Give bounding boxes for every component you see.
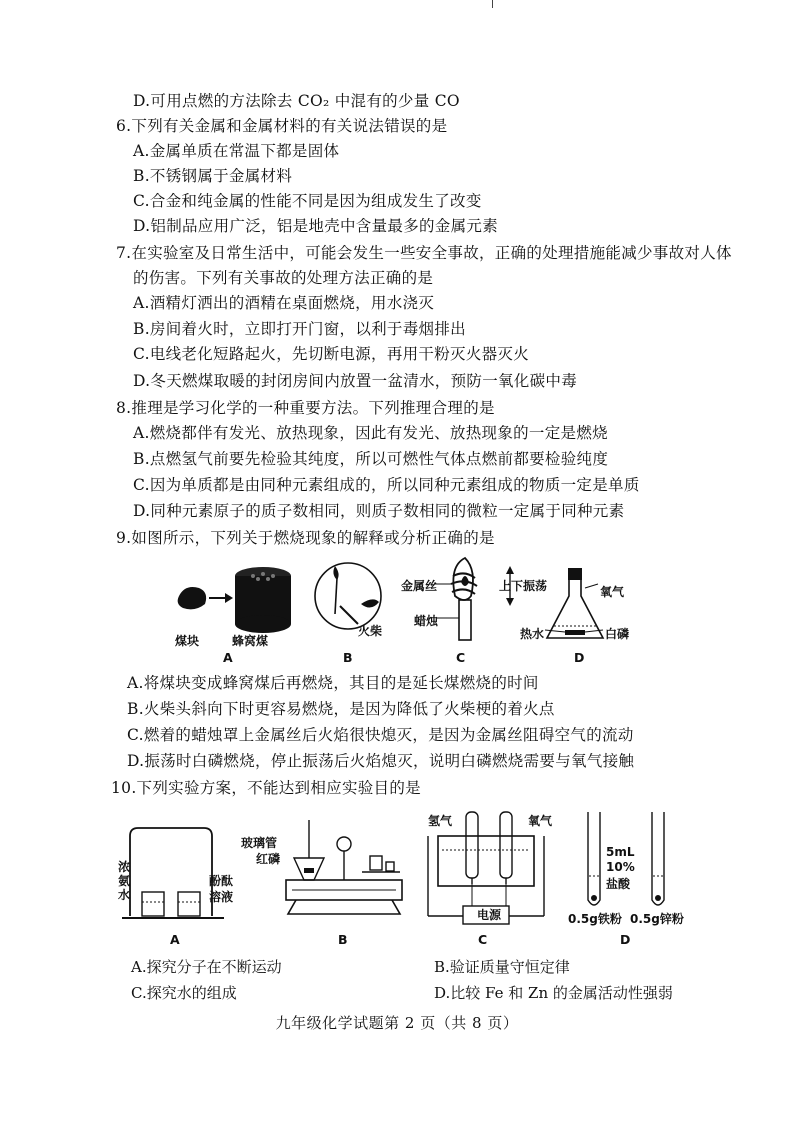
q10-option-b: B.验证质量守恒定律 — [434, 958, 570, 976]
q10-d-label-zn: 0.5g锌粉 — [630, 912, 684, 926]
q10-d-label-hcl: 盐酸 — [606, 877, 631, 891]
q9-option-d: D.振荡时白磷燃烧，停止振荡后火焰熄灭，说明白磷燃烧需要与氧气接触 — [127, 752, 635, 770]
q7-option-c: C.电线老化短路起火，先切断电源，再用干粉灭火器灭火 — [133, 345, 530, 363]
honeycomb-briquette-icon — [235, 567, 291, 633]
q10-option-d: D.比较 Fe 和 Zn 的金属活动性强弱 — [434, 984, 673, 1002]
q9-stem: 9.如图所示，下列关于燃烧现象的解释或分析正确的是 — [116, 529, 495, 547]
q10-d-label-5ml: 5mL — [606, 845, 635, 859]
q9-c-label-wire: 金属丝 — [401, 579, 438, 593]
q9-option-c: C.燃着的蜡烛罩上金属丝后火焰很快熄灭，是因为金属丝阻碍空气的流动 — [127, 726, 634, 744]
q9-a-label-briquette: 蜂窝煤 — [232, 634, 269, 648]
q10-c-label-o2: 氧气 — [528, 814, 553, 828]
candle-with-metal-coil-icon — [435, 558, 477, 640]
q6-option-d: D.铝制品应用广泛，铝是地壳中含量最多的金属元素 — [133, 217, 499, 235]
q10-stem: 10.下列实验方案，不能达到相应实验目的是 — [111, 779, 421, 797]
q9-option-a: A.将煤块变成蜂窝煤后再燃烧，其目的是延长煤燃烧的时间 — [127, 674, 539, 692]
q9-figure — [165, 556, 645, 668]
q9-b-label-match: 火柴 — [358, 624, 383, 638]
q10-caption-a: A — [170, 932, 180, 947]
q8-option-b: B.点燃氢气前要先检验其纯度，所以可燃性气体点燃前都要检验纯度 — [133, 450, 609, 468]
q9-d-label-shake: 上下振荡 — [499, 579, 548, 593]
q9-a-label-coal: 煤块 — [175, 634, 200, 648]
q10-a-label-conc — [118, 860, 132, 902]
q10-caption-c: C — [478, 932, 488, 947]
q10-b-label-tube: 玻璃管 — [241, 836, 278, 850]
q7-stem-line2: 的伤害。下列有关事故的处理方法正确的是 — [133, 269, 434, 287]
q10-a-label-conc-2: 氨 — [118, 874, 131, 888]
q10-a-label-phenol: 酚酞 — [209, 874, 234, 888]
q9-d-label-phosphorus: 白磷 — [605, 627, 630, 641]
q6-option-a: A.金属单质在常温下都是固体 — [133, 142, 340, 160]
q9-d-label-oxygen: 氧气 — [600, 585, 625, 599]
q10-d-label-10pct: 10% — [606, 860, 635, 874]
page-footer: 九年级化学试题第 2 页（共 8 页） — [275, 1014, 519, 1032]
q9-c-label-candle: 蜡烛 — [414, 614, 439, 628]
q7-stem-line1: 7.在实验室及日常生活中，可能会发生一些安全事故，正确的处理措施能减少事故对人体 — [116, 244, 732, 262]
top-edge-mark — [492, 0, 493, 8]
q6-option-c: C.合金和纯金属的性能不同是因为组成发生了改变 — [133, 192, 482, 210]
q10-caption-d: D — [620, 932, 631, 947]
q5-option-d: D.可用点燃的方法除去 CO₂ 中混有的少量 CO — [133, 92, 460, 110]
q9-option-b: B.火柴头斜向下时更容易燃烧，是因为降低了火柴梗的着火点 — [127, 700, 555, 718]
q10-caption-b: B — [338, 932, 348, 947]
q7-option-b: B.房间着火时，立即打开门窗，以利于毒烟排出 — [133, 320, 466, 338]
q10-option-a: A.探究分子在不断运动 — [131, 958, 282, 976]
q8-stem: 8.推理是学习化学的一种重要方法。下列推理合理的是 — [116, 399, 495, 417]
q10-c-label-h2: 氢气 — [428, 814, 453, 828]
q10-a-label-solution: 溶液 — [209, 890, 234, 904]
q10-a-label-conc-1: 浓 — [118, 860, 131, 874]
q6-option-b: B.不锈钢属于金属材料 — [133, 167, 293, 185]
q9-d-label-hot-water: 热水 — [520, 627, 545, 641]
q6-stem: 6.下列有关金属和金属材料的有关说法错误的是 — [116, 117, 448, 135]
q8-option-a: A.燃烧都伴有发光、放热现象，因此有发光、放热现象的一定是燃烧 — [133, 424, 608, 442]
q7-option-a: A.酒精灯洒出的酒精在桌面燃烧，用水浇灭 — [133, 294, 435, 312]
q10-b-label-redp: 红磷 — [256, 852, 281, 866]
coal-lump-icon — [178, 587, 206, 609]
q9-caption-b: B — [343, 650, 353, 665]
q10-c-label-power: 电源 — [477, 908, 502, 922]
q9-caption-c: C — [456, 650, 466, 665]
q9-caption-d: D — [574, 650, 585, 665]
q10-d-label-fe: 0.5g铁粉 — [568, 912, 622, 926]
q8-option-d: D.同种元素原子的质子数相同，则质子数相同的微粒一定属于同种元素 — [133, 502, 625, 520]
q7-option-d: D.冬天燃煤取暖的封闭房间内放置一盆清水，预防一氧化碳中毒 — [133, 372, 578, 390]
q10-option-c: C.探究水的组成 — [131, 984, 237, 1002]
arrow-icon — [209, 593, 233, 603]
match-in-circle-icon — [315, 563, 381, 629]
balance-with-flask-icon — [286, 820, 402, 914]
q10-a-label-conc-3: 水 — [118, 888, 131, 902]
q8-option-c: C.因为单质都是由同种元素组成的，所以同种元素组成的物质一定是单质 — [133, 476, 640, 494]
q9-caption-a: A — [223, 650, 233, 665]
